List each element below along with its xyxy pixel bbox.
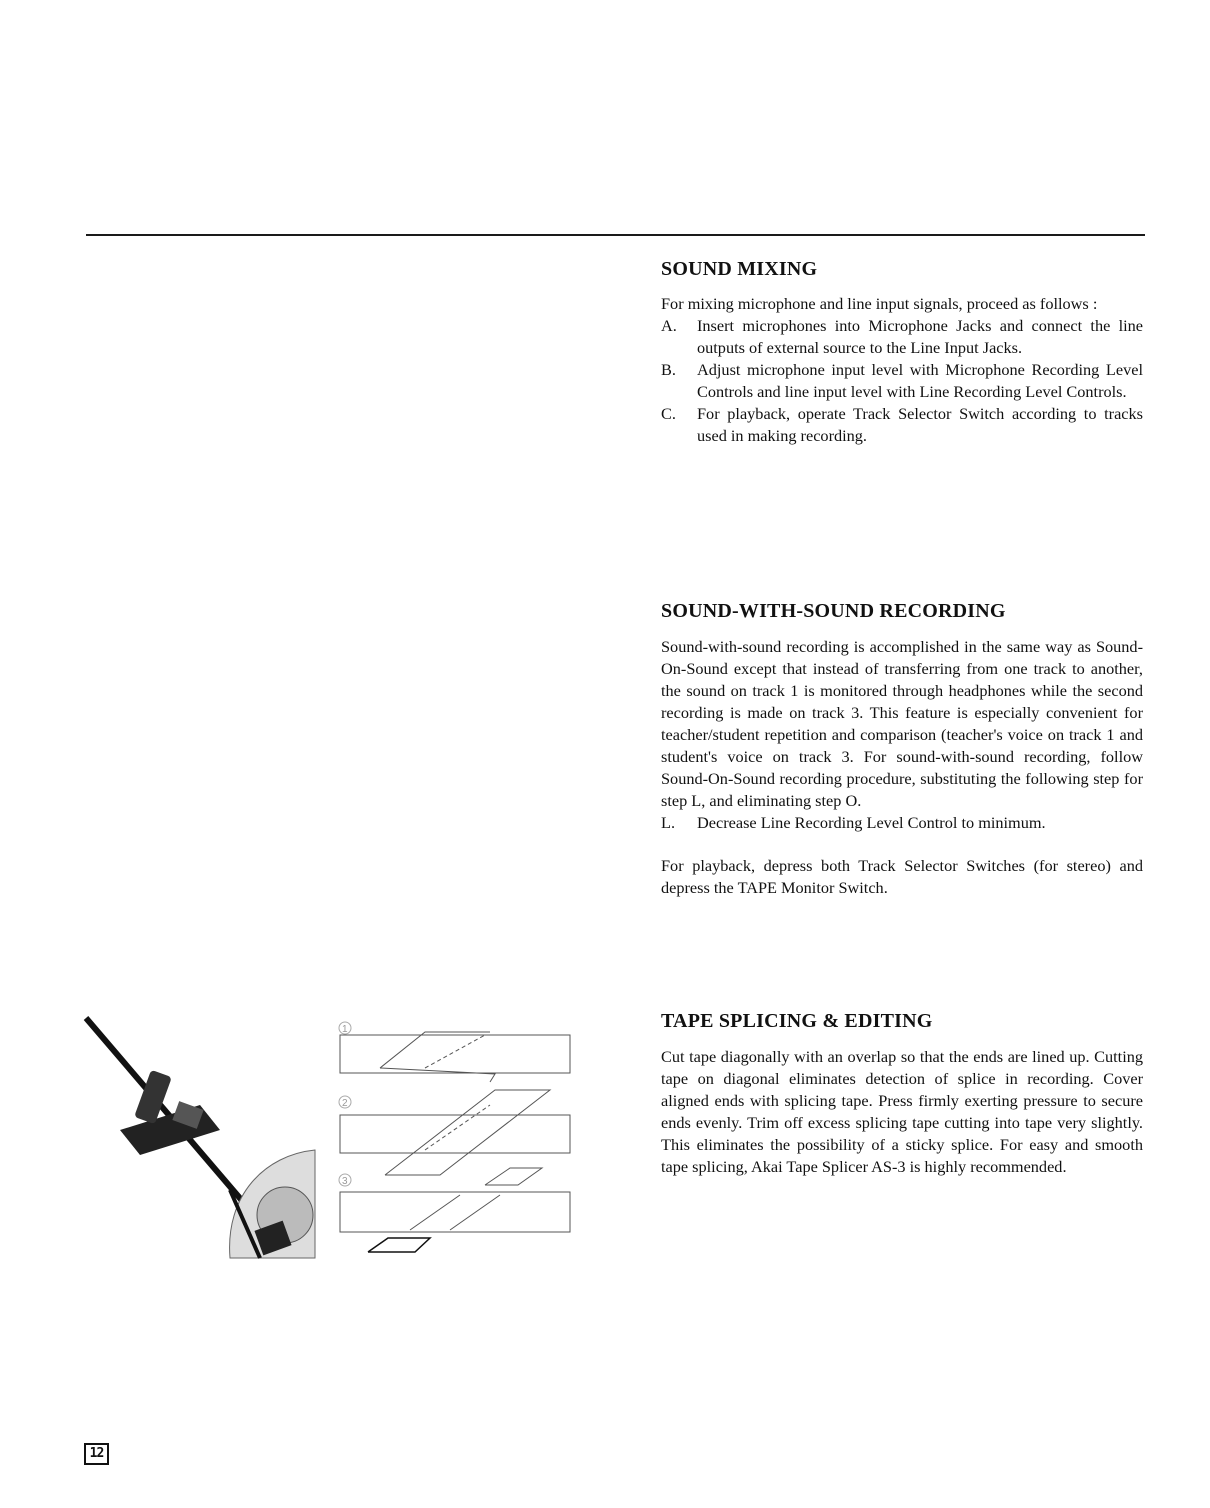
splice-step-3-diagram: [339, 1168, 570, 1252]
list-item: L. Decrease Line Recording Level Control to minimum.: [661, 813, 1046, 832]
tape-splicing-title: TAPE SPLICING & EDITING: [661, 1010, 933, 1032]
tape-splicing-body: Cut tape diagonally with an overlap so that the ends are lined up. Cutting tape on diagonal eliminates detection of splice in recording. Cover aligned ends with splicing tape. Press firmly exerting pressure to secure ends evenly. Trim off excess splicing tape cutting into tape very slightly. This eliminates the possibility of a sticky splice. For easy and smooth tape splicing, Akai Tape Splicer AS-3 is highly recommended.: [661, 1047, 1143, 1176]
sound-mixing-intro: For mixing microphone and line input signals, proceed as follows :: [661, 294, 1098, 313]
splice-step-2-diagram: [339, 1090, 570, 1175]
page-number: 12: [84, 1443, 109, 1465]
tape-splicer-photo-icon: [86, 1018, 315, 1258]
sound-with-sound-step: [661, 812, 1143, 834]
list-item: C. For playback, operate Track Selector Switch according to tracks used in making recording.: [661, 404, 1143, 445]
section-sound-mixing: [661, 258, 1143, 447]
top-rule: [86, 234, 1145, 236]
splice-step-1-diagram: [339, 1022, 570, 1082]
step-1-label: 1: [342, 1024, 348, 1035]
sound-with-sound-body: Sound-with-sound recording is accomplished in the same way as Sound-On-Sound except that instead of transferring from one track to another, the sound on track 1 is monitored through headphones while the second recording is made on track 3. This feature is especially convenient for teacher/student repetition and comparison (teacher's voice on track 1 and student's voice on track 3. For sound-with-sound recording, follow Sound-On-Sound recording procedure, substituting the following step for step L, and eliminating step O.: [661, 637, 1143, 810]
sound-mixing-steps: [661, 315, 1143, 447]
sound-with-sound-title: SOUND-WITH-SOUND RECORDING: [661, 600, 1006, 622]
sound-mixing-title: SOUND MIXING: [661, 258, 818, 280]
sound-with-sound-playback: For playback, depress both Track Selector Switches (for stereo) and depress the TAPE Monitor Switch.: [661, 856, 1143, 897]
step-3-label: 3: [342, 1176, 348, 1187]
list-item: A. Insert microphones into Microphone Jacks and connect the line outputs of external source to the Line Input Jacks.: [661, 316, 1143, 357]
section-sound-with-sound: [661, 600, 1143, 899]
step-2-label: 2: [342, 1098, 348, 1109]
list-item: B. Adjust microphone input level with Microphone Recording Level Controls and line input level with Line Recording Level Controls.: [661, 360, 1143, 401]
tape-splicer-illustration: [80, 1010, 580, 1270]
section-tape-splicing: [661, 1010, 1143, 1178]
